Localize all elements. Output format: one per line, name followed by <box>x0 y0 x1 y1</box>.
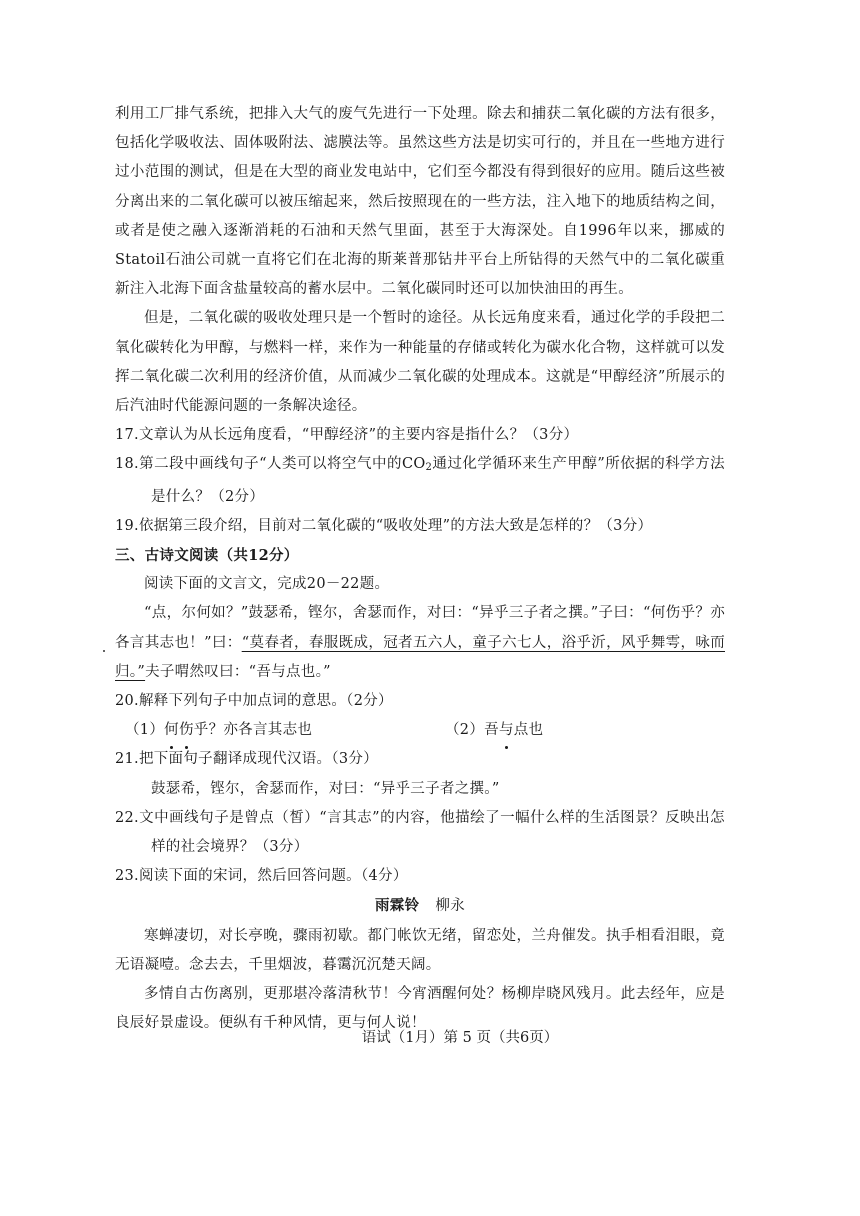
co2-subscript: 2 <box>425 462 433 474</box>
question-18-part-a: 18.第二段中画线句子“人类可以将空气中的CO <box>115 456 426 473</box>
dotted-word-2: 与 <box>499 716 514 745</box>
question-20-items <box>115 716 725 745</box>
passage-paragraph-1: 利用工厂排气系统，把排入大气的废气先进行一下处理。除去和捕获二氧化碳的方法有很多，包括化学吸收法、固体吸附法、滤膜法等。虽然这些方法是切实可行的，并且在一些地方进行过小范围的测试，但是在大型的商业发电站中，它们至今都没有得到很好的应用。随后这些被分离出来的二氧化碳可以被压缩起来，然后按照现在的一些方法，注入地下的地质结构之间，或者是使之融入逐渐消耗的石油和天然气里面，甚至于大海深处。自1996年以来，挪威的Statoil石油公司就一直将它们在北海的斯莱普那钻井平台上所钻得的天然气中的二氧化碳重新注入北海下面含盐量较高的蓄水层中。二氧化碳同时还可以加快油田的再生。 <box>115 106 725 298</box>
question-17: 17.文章认为从长远角度看，“甲醇经济”的主要内容是指什么？（3分） <box>115 427 579 444</box>
question-20-item-1: （1）何伤乎？亦各言其志也 <box>125 716 445 745</box>
poem-stanza-2: 多情自古伤离别，更那堪冷落清秋节！今宵酒醒何处？杨柳岸晓风残月。此去经年，应是良辰好景虚设。便纵有千种风情，更与何人说！ <box>115 986 725 1032</box>
passage-paragraph-2: 但是，二氧化碳的吸收处理只是一个暂时的途径。从长远角度来看，通过化学的手段把二氧化碳转化为甲醇，与燃料一样，来作为一种能量的存储或转化为碳水化合物，这样就可以发挥二氧化碳二次利用的经济价值，从而减少二氧化碳的处理成本。这就是“甲醇经济”所展示的后汽油时代能源问题的一条解决途径。 <box>115 310 725 415</box>
reading-intro: 阅读下面的文言文，完成20－22题。 <box>144 576 390 593</box>
classical-text-part-a: “点，尔何如？”鼓瑟希，铿尔，舍瑟而作，对曰：“异乎三子者之撰。”子曰：“何伤乎？亦各言其志也！”曰： <box>115 605 725 651</box>
scan-speck <box>103 650 105 652</box>
question-20: 20.解释下列句子中加点词的意思。（2分） <box>115 693 393 710</box>
question-21: 21.把下面句子翻译成现代汉语。（3分） <box>115 751 379 768</box>
page-content <box>115 100 725 1039</box>
classical-text-part-b: 夫子喟然叹曰：“吾与点也。” <box>145 663 331 680</box>
question-18-part-b: 通过化学循环来生产甲醇”所依据的科学方法是什么？（2分） <box>151 456 725 505</box>
page-footer: 语试（1月）第 5 页（共6页） <box>361 1030 559 1046</box>
poem-author: 柳永 <box>435 898 465 915</box>
question-20-item-2: （2）吾与点也 <box>445 716 543 745</box>
question-22: 22.文中画线句子是曾点（皙）“言其志”的内容，他描绘了一幅什么样的生活图景？反映出怎样的社会境界？（3分） <box>115 809 725 856</box>
poem-title: 雨霖铃 <box>374 897 420 915</box>
question-18 <box>115 450 725 511</box>
dotted-words-1: 何伤 <box>164 722 194 738</box>
question-19: 19.依据第三段介绍，目前对二氧化碳的“吸收处理”的方法大致是怎样的？（3分） <box>115 517 653 534</box>
poem-heading <box>115 891 725 921</box>
classical-text <box>115 599 725 687</box>
question-23: 23.阅读下面的宋词，然后回答问题。（4分） <box>115 868 408 885</box>
section-heading: 三、古诗文阅读（共12分） <box>115 547 299 565</box>
underlined-sentence: “莫春者，春服既成，冠者五六人，童子六七人，浴乎沂，风乎舞雩，咏而归。” <box>115 634 725 680</box>
poem-stanza-1: 寒蝉凄切，对长亭晚，骤雨初歇。都门帐饮无绪，留恋处，兰舟催发。执手相看泪眼，竟无语凝噎。念去去，千里烟波，暮霭沉沉楚天阔。 <box>115 927 725 973</box>
question-21-text: 鼓瑟希，铿尔，舍瑟而作，对曰：“异乎三子者之撰。” <box>151 780 500 797</box>
